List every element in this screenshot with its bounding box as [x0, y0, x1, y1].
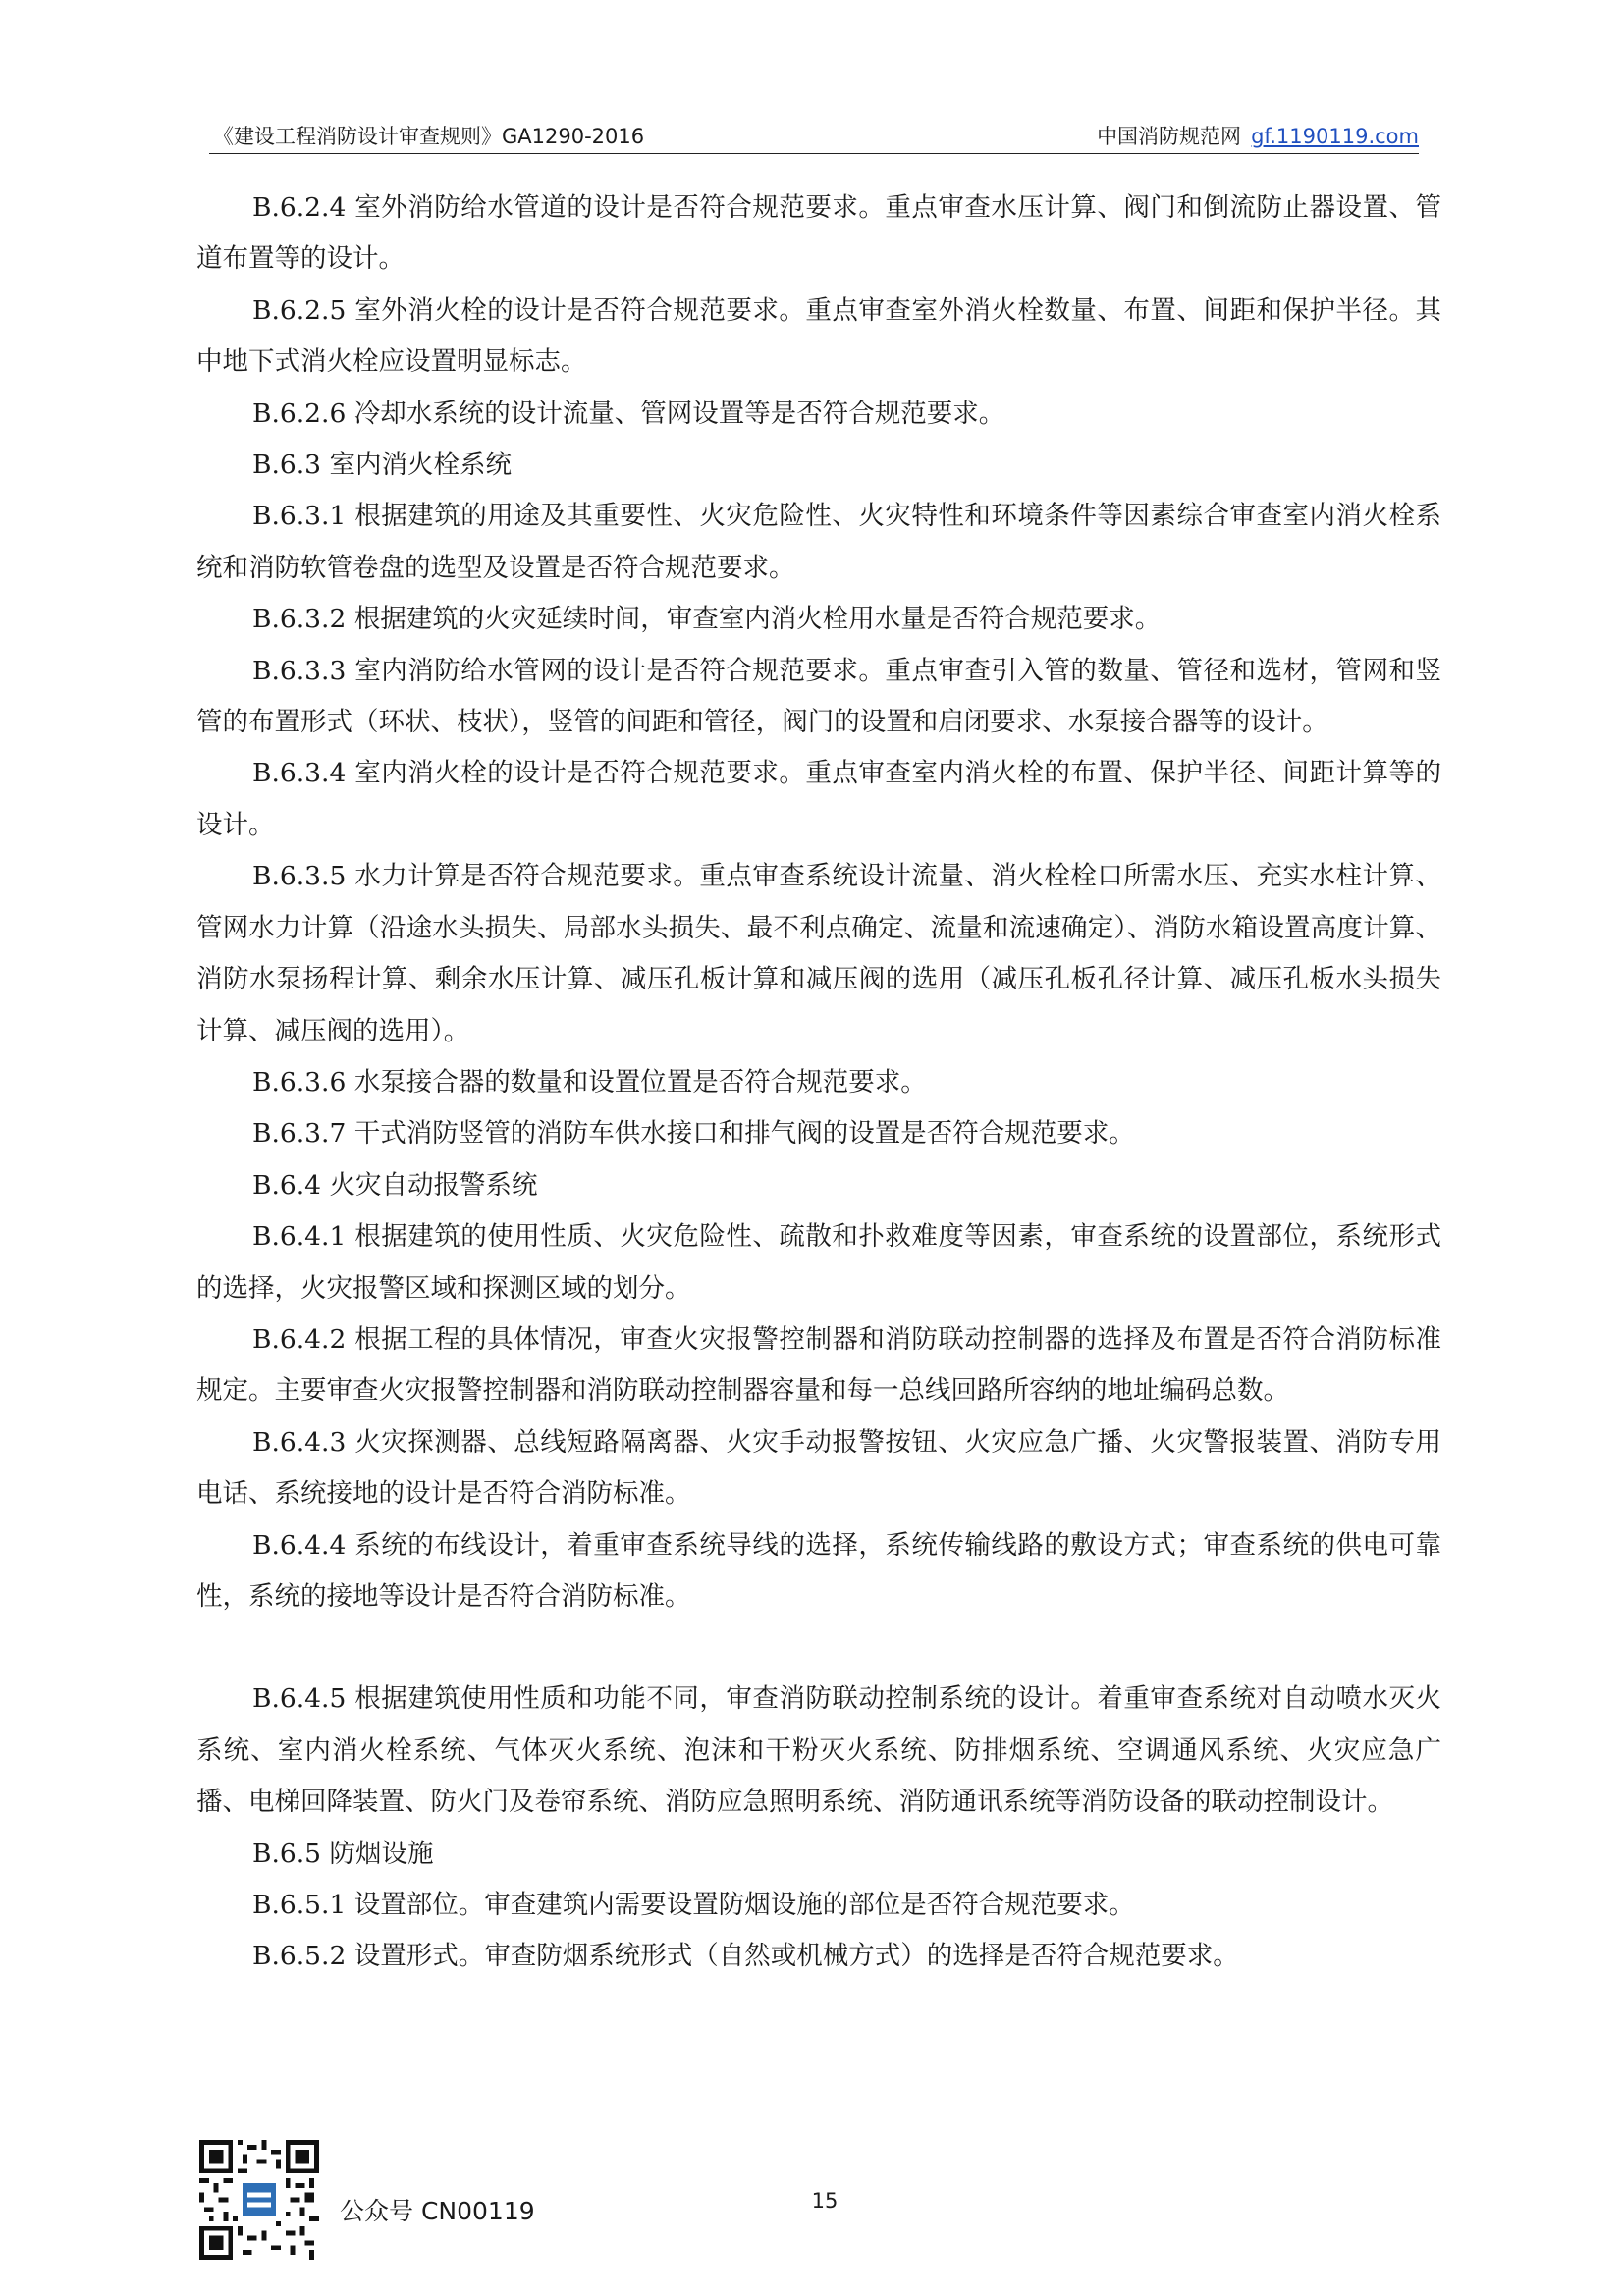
paragraph: B.6.4.4 系统的布线设计，着重审查系统导线的选择，系统传输线路的敷设方式；审查系统的供电可靠性，系统的接地等设计是否符合消防标准。	[196, 1529, 1441, 1612]
paragraph: B.6.3.7 干式消防竖管的消防车供水接口和排气阀的设置是否符合规范要求。	[252, 1118, 1135, 1149]
paragraph: B.6.2.5 室外消火栓的设计是否符合规范要求。重点审查室外消火栓数量、布置、间距和保护半径。其中地下式消火栓应设置明显标志。	[196, 294, 1441, 378]
site-credit	[1097, 121, 1419, 150]
paragraph: B.6.4.2 根据工程的具体情况，审查火灾报警控制器和消防联动控制器的选择及布置是否符合消防标准规定。主要审查火灾报警控制器和消防联动控制器容量和每一总线回路所容纳的地址编码总数。	[196, 1323, 1441, 1407]
paragraph: B.6.5.2 设置形式。审查防烟系统形式（自然或机械方式）的选择是否符合规范要求。	[252, 1941, 1239, 1972]
wechat-account-label: 公众号 CN00119	[340, 2197, 535, 2225]
site-name: 中国消防规范网	[1097, 125, 1242, 148]
paragraph: B.6.3.6 水泵接合器的数量和设置位置是否符合规范要求。	[252, 1066, 927, 1097]
site-link[interactable]: gf.1190119.com	[1251, 125, 1419, 148]
page-header	[209, 118, 1419, 154]
section-heading: B.6.4 火灾自动报警系统	[252, 1169, 538, 1201]
paragraph: B.6.3.2 根据建筑的火灾延续时间，审查室内消火栓用水量是否符合规范要求。	[252, 604, 1162, 635]
paragraph: B.6.3.5 水力计算是否符合规范要求。重点审查系统设计流量、消火栓栓口所需水压、充实水柱计算、管网水力计算（沿途水头损失、局部水头损失、最不利点确定、流量和流速确定）、消防水箱设置高度计算、消防水泵扬程计算、剩余水压计算、减压孔板计算和减压阀的选用（减压孔板孔径计算、减压孔板水头损失计算、减压阀的选用）。	[196, 861, 1441, 1046]
paragraph: B.6.3.4 室内消火栓的设计是否符合规范要求。重点审查室内消火栓的布置、保护半径、间距计算等的设计。	[196, 758, 1441, 840]
paragraph: B.6.2.6 冷却水系统的设计流量、管网设置等是否符合规范要求。	[252, 398, 1005, 429]
paragraph: B.6.4.1 根据建筑的使用性质、火灾危险性、疏散和扑救难度等因素，审查系统的设置部位，系统形式的选择，火灾报警区域和探测区域的划分。	[196, 1221, 1441, 1304]
document-title: 《建设工程消防设计审查规则》GA1290-2016	[213, 125, 645, 148]
paragraph: B.6.5.1 设置部位。审查建筑内需要设置防烟设施的部位是否符合规范要求。	[252, 1890, 1135, 1920]
paragraph: B.6.3.1 根据建筑的用途及其重要性、火灾危险性、火灾特性和环境条件等因素综合审查室内消火栓系统和消防软管卷盘的选型及设置是否符合规范要求。	[196, 501, 1441, 583]
paragraph: B.6.2.4 室外消防给水管道的设计是否符合规范要求。重点审查水压计算、阀门和倒流防止器设置、管道布置等的设计。	[196, 192, 1441, 275]
paragraph: B.6.4.5 根据建筑使用性质和功能不同，审查消防联动控制系统的设计。着重审查系统对自动喷水灭火系统、室内消火栓系统、气体灭火系统、泡沫和干粉灭火系统、防排烟系统、空调通风系统、火灾应急广播、电梯回降装置、防火门及卷帘系统、消防应急照明系统、消防通讯系统等消防设备的联动控制设计。	[196, 1683, 1441, 1818]
section-heading: B.6.3 室内消火栓系统	[252, 450, 512, 481]
paragraph: B.6.4.3 火灾探测器、总线短路隔离器、火灾手动报警按钮、火灾应急广播、火灾警报装置、消防专用电话、系统接地的设计是否符合消防标准。	[196, 1426, 1441, 1510]
section-heading: B.6.5 防烟设施	[252, 1838, 434, 1869]
paragraph: B.6.3.3 室内消防给水管网的设计是否符合规范要求。重点审查引入管的数量、管径和选材，管网和竖管的布置形式（环状、枝状），竖管的间距和管径，阀门的设置和启闭要求、水泵接合器等的设计。	[196, 655, 1441, 738]
page-number: 15	[811, 2189, 839, 2213]
document-body	[196, 183, 1441, 1983]
qr-code-icon	[199, 2140, 319, 2260]
